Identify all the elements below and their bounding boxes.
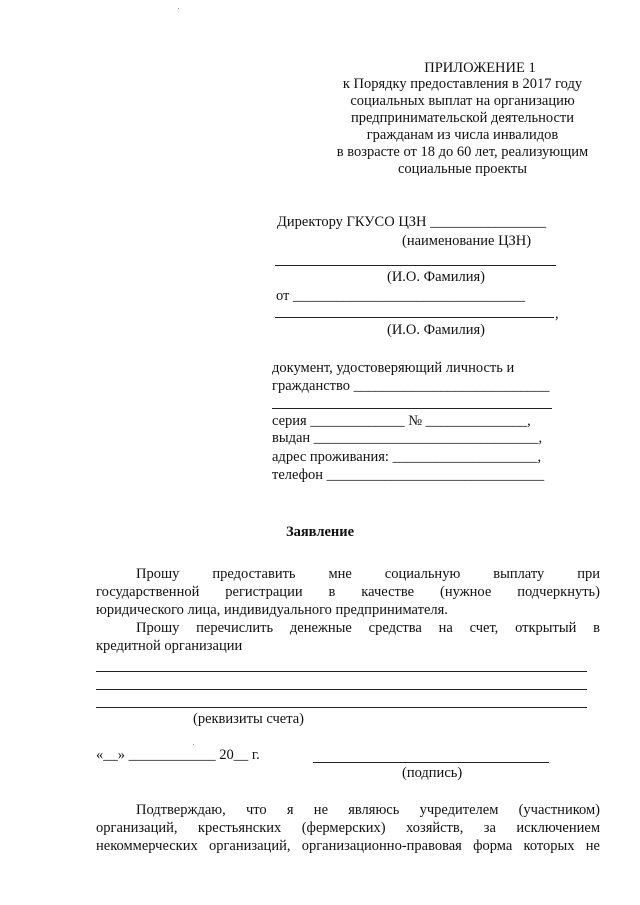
identity-doc-label: документ, удостоверяющий личность и bbox=[272, 360, 515, 376]
account-caption: (реквизиты счета) bbox=[193, 711, 305, 727]
signature-caption: (подпись) bbox=[402, 765, 463, 781]
director-line: Директору ГКУСО ЦЗН ________________ bbox=[277, 214, 547, 230]
director-caption: (наименование ЦЗН) bbox=[402, 233, 532, 249]
from-line: от ________________________________ bbox=[276, 288, 526, 304]
paragraph-line: некоммерческих организаций, организационно-правовая форма которых не bbox=[96, 838, 600, 854]
account-underline bbox=[96, 671, 587, 672]
appendix-line: социальных выплат на организацию bbox=[350, 93, 575, 109]
paragraph-line: Прошу перечислить денежные средства на счет, открытый в bbox=[136, 620, 600, 636]
appendix-line: гражданам из числа инвалидов bbox=[366, 127, 559, 143]
date-line: «__» ____________ 20__ г. bbox=[96, 747, 260, 763]
doc-underline bbox=[272, 408, 552, 409]
paragraph-line: государственной регистрации в качестве (нужное подчеркнуть) bbox=[96, 584, 600, 600]
appendix-line: в возрасте от 18 до 60 лет, реализующим bbox=[336, 144, 589, 160]
name-caption: (И.О. Фамилия) bbox=[387, 269, 485, 285]
paragraph-line: Подтверждаю, что я не являюсь учредителем (участником) bbox=[136, 802, 600, 818]
appendix-title: ПРИЛОЖЕНИЕ 1 bbox=[424, 60, 536, 76]
appendix-line: к Порядку предоставления в 2017 году bbox=[342, 76, 583, 92]
appendix-line: социальные проекты bbox=[398, 161, 527, 177]
account-underline bbox=[96, 689, 587, 690]
citizenship-line: гражданство ___________________________ bbox=[272, 378, 550, 394]
from-underline bbox=[275, 317, 554, 318]
signature-underline bbox=[313, 762, 549, 763]
paragraph-line: кредитной организации bbox=[96, 638, 243, 654]
statement-title: Заявление bbox=[285, 524, 355, 540]
account-underline bbox=[96, 707, 587, 708]
paragraph-line: организаций, крестьянских (фермерских) хозяйств, за исключением bbox=[96, 820, 600, 836]
name-underline bbox=[275, 265, 556, 266]
paragraph-line: юридического лица, индивидуального предпринимателя. bbox=[96, 602, 448, 618]
series-line: серия _____________ № ______________, bbox=[272, 413, 531, 429]
address-line: адрес проживания: ____________________, bbox=[272, 449, 542, 465]
paragraph-line: Прошу предоставить мне социальную выплату при bbox=[136, 566, 600, 582]
phone-line: телефон ______________________________ bbox=[272, 467, 545, 483]
scan-speck bbox=[178, 8, 179, 9]
name-caption: (И.О. Фамилия) bbox=[387, 322, 485, 338]
issued-line: выдан _______________________________, bbox=[272, 430, 543, 446]
appendix-line: предпринимательской деятельности bbox=[350, 110, 575, 126]
scan-speck bbox=[193, 744, 194, 745]
comma: , bbox=[555, 306, 559, 322]
